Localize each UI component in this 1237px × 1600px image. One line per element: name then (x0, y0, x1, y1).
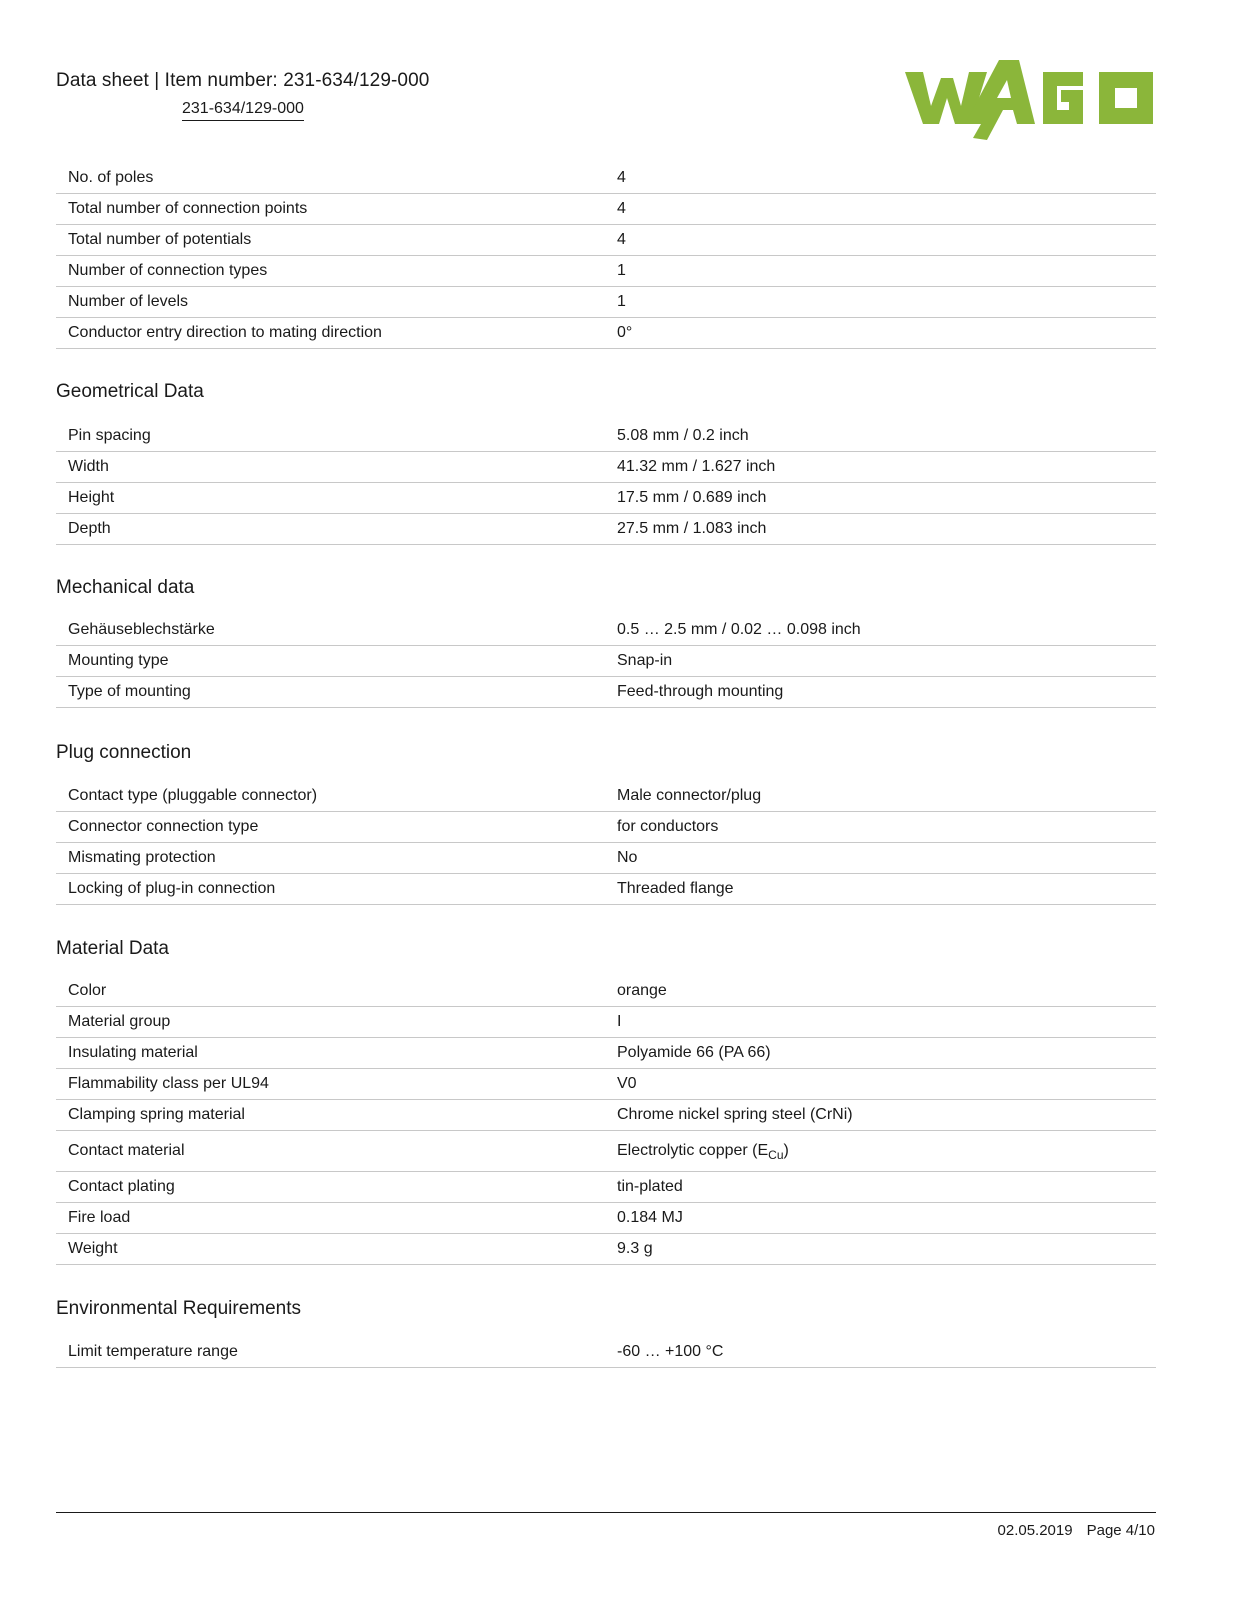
footer-page-number: Page 4/10 (1086, 1522, 1155, 1539)
spec-label: Color (56, 976, 606, 1007)
spec-value: -60 … +100 °C (606, 1337, 1156, 1368)
section-title-plug: Plug connection (56, 742, 192, 763)
footer-date: 02.05.2019 (997, 1522, 1073, 1539)
general-section (56, 163, 1156, 349)
spec-row (56, 225, 1156, 256)
spec-value-text: Electrolytic copper (E (617, 1142, 769, 1159)
spec-value: Male connector/plug (606, 781, 1156, 812)
spec-row (56, 194, 1156, 225)
spec-value: No (606, 843, 1156, 874)
spec-row (56, 1172, 1156, 1203)
spec-row (56, 1100, 1156, 1131)
spec-label: Total number of potentials (56, 225, 606, 256)
spec-value: for conductors (606, 812, 1156, 843)
section-title-environmental: Environmental Requirements (56, 1298, 302, 1319)
geometrical-section (56, 377, 1156, 545)
spec-label: Number of levels (56, 287, 606, 318)
spec-row (56, 812, 1156, 843)
mechanical-table (56, 615, 1156, 708)
spec-row (56, 163, 1156, 194)
environmental-section (56, 1294, 1156, 1368)
spec-label: Total number of connection points (56, 194, 606, 225)
spec-row (56, 976, 1156, 1007)
section-title-mechanical: Mechanical data (56, 577, 195, 598)
spec-value: 0.184 MJ (606, 1203, 1156, 1234)
mechanical-section (56, 573, 1156, 708)
spec-value-subscript: Cu (768, 1148, 784, 1163)
spec-row (56, 1203, 1156, 1234)
spec-label: Mismating protection (56, 843, 606, 874)
spec-row (56, 1234, 1156, 1265)
spec-value: 27.5 mm / 1.083 inch (606, 514, 1156, 545)
spec-row (56, 1337, 1156, 1368)
spec-value: 0.5 … 2.5 mm / 0.02 … 0.098 inch (606, 615, 1156, 646)
spec-value: Snap-in (606, 646, 1156, 677)
spec-value (606, 1131, 1156, 1172)
material-section (56, 934, 1156, 1265)
spec-label: Fire load (56, 1203, 606, 1234)
spec-value: 5.08 mm / 0.2 inch (606, 421, 1156, 452)
spec-value: 1 (606, 287, 1156, 318)
page-footer (998, 1522, 1155, 1539)
spec-label: Pin spacing (56, 421, 606, 452)
spec-value: I (606, 1007, 1156, 1038)
spec-label: Flammability class per UL94 (56, 1069, 606, 1100)
spec-value: 4 (606, 225, 1156, 256)
spec-label: Weight (56, 1234, 606, 1265)
spec-value: 4 (606, 194, 1156, 225)
spec-label: Depth (56, 514, 606, 545)
spec-value: Chrome nickel spring steel (CrNi) (606, 1100, 1156, 1131)
spec-row (56, 1007, 1156, 1038)
spec-row (56, 1131, 1156, 1172)
geometrical-table (56, 421, 1156, 545)
spec-value: 41.32 mm / 1.627 inch (606, 452, 1156, 483)
spec-row (56, 615, 1156, 646)
spec-row (56, 781, 1156, 812)
spec-value-suffix: ) (783, 1142, 789, 1159)
environmental-table (56, 1337, 1156, 1368)
spec-row (56, 318, 1156, 349)
document-title: Data sheet | Item number: 231-634/129-000 (56, 70, 430, 91)
spec-value: tin-plated (606, 1172, 1156, 1203)
spec-value: Feed-through mounting (606, 677, 1156, 708)
spec-label: Contact plating (56, 1172, 606, 1203)
spec-row (56, 874, 1156, 905)
footer-divider (56, 1512, 1156, 1513)
spec-row (56, 287, 1156, 318)
spec-row (56, 452, 1156, 483)
spec-label: Material group (56, 1007, 606, 1038)
spec-label: Mounting type (56, 646, 606, 677)
wago-logo (903, 58, 1158, 144)
spec-label: Type of mounting (56, 677, 606, 708)
material-table (56, 976, 1156, 1265)
spec-label: Locking of plug-in connection (56, 874, 606, 905)
spec-label: Connector connection type (56, 812, 606, 843)
spec-label: Gehäuseblechstärke (56, 615, 606, 646)
spec-value: orange (606, 976, 1156, 1007)
spec-label: Conductor entry direction to mating direction (56, 318, 606, 349)
spec-value: 0° (606, 318, 1156, 349)
plug-section (56, 738, 1156, 905)
spec-value: 17.5 mm / 0.689 inch (606, 483, 1156, 514)
spec-label: Insulating material (56, 1038, 606, 1069)
spec-row (56, 843, 1156, 874)
plug-table (56, 781, 1156, 905)
spec-label: Clamping spring material (56, 1100, 606, 1131)
spec-row (56, 1038, 1156, 1069)
spec-row (56, 677, 1156, 708)
section-title-geometrical: Geometrical Data (56, 381, 204, 402)
spec-label: Limit temperature range (56, 1337, 606, 1368)
spec-value: 1 (606, 256, 1156, 287)
spec-label: Width (56, 452, 606, 483)
spec-label: No. of poles (56, 163, 606, 194)
spec-value: 4 (606, 163, 1156, 194)
spec-label: Number of connection types (56, 256, 606, 287)
spec-row (56, 483, 1156, 514)
general-table (56, 163, 1156, 349)
spec-row (56, 256, 1156, 287)
spec-row (56, 646, 1156, 677)
spec-value: Threaded flange (606, 874, 1156, 905)
spec-label: Contact type (pluggable connector) (56, 781, 606, 812)
spec-row (56, 514, 1156, 545)
spec-row (56, 1069, 1156, 1100)
section-title-material: Material Data (56, 938, 169, 959)
document-header (56, 70, 430, 117)
spec-value: Polyamide 66 (PA 66) (606, 1038, 1156, 1069)
spec-value: V0 (606, 1069, 1156, 1100)
spec-row (56, 421, 1156, 452)
spec-label: Height (56, 483, 606, 514)
item-number-link[interactable]: 231-634/129-000 (182, 100, 304, 121)
spec-value: 9.3 g (606, 1234, 1156, 1265)
spec-label: Contact material (56, 1131, 606, 1172)
